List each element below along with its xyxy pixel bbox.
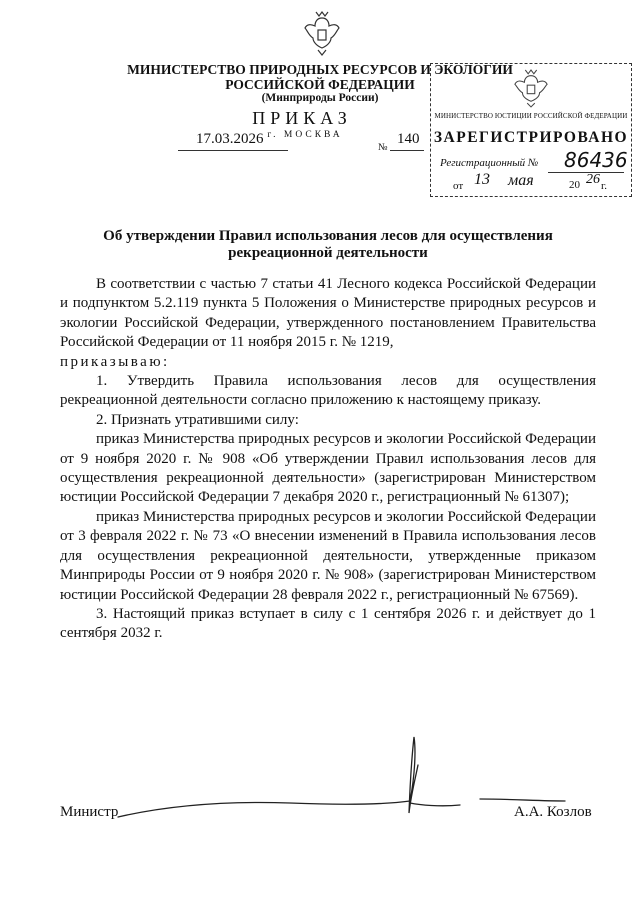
title-line2: рекреационной деятельности — [228, 245, 428, 261]
title-line1: Об утверждении Правил использования лесов для осуществления — [103, 228, 553, 244]
handwritten-signature — [110, 735, 570, 825]
number-underline — [390, 150, 424, 151]
stamp-year-suffix: 26 — [586, 172, 600, 187]
document-body — [60, 275, 596, 644]
stamp-year-g: г. — [601, 180, 608, 192]
stamp-reg-label: Регистрационный № — [440, 157, 539, 169]
item-2a: приказ Министерства природных ресурсов и экологии Российской Федерации от 9 ноября 2020 г. № 908 «Об утверждении Правил использования лесов для осуществления рекреационной деятельности» (зарегистрирован Министерством юстиции Российской Федерации 7 декабря 2020 г., регистрационный № 61307); — [60, 431, 596, 506]
item-2b: приказ Министерства природных ресурсов и экологии Российской Федерации от 3 февраля 2022 г. № 73 «О внесении изменений в Правила использования лесов для осуществления рекреационной деятельности, утвержденные приказом Минприроды России от 9 ноября 2020 г. № 908» (зарегистрирован Министерством юстиции Российской Федерации 28 февраля 2022 г., регистрационный № 67569). — [60, 508, 596, 603]
stamp-reg-number: 86436 — [564, 148, 628, 172]
stamp-from-label: от — [453, 180, 464, 192]
stamp-month: мая — [508, 172, 534, 189]
signatory-name: А.А. Козлов — [514, 804, 592, 820]
city-name: г. МОСКВА — [267, 130, 343, 140]
stamp-ministry: МИНИСТЕРСТВО ЮСТИЦИИ РОССИЙСКОЙ ФЕДЕРАЦИИ — [434, 112, 628, 120]
preamble-paragraph — [60, 275, 596, 372]
preamble-text: В соответствии с частью 7 статьи 41 Лесного кодекса Российской Федерации и подпунктом 5.2.119 пункта 5 Положения о Министерстве природных ресурсов и экологии Российской Федерации, утвержденного постановлением Правительства Российской Федерации от 11 ноября 2015 г. № 1219, — [60, 276, 596, 351]
coat-of-arms-icon — [303, 10, 341, 56]
number-sign: № — [378, 142, 388, 153]
item-3: 3. Настоящий приказ вступает в силу с 1 сентября 2026 г. и действует до 1 сентября 2032 г. — [60, 605, 596, 642]
stamp-year-prefix: 20 — [569, 179, 580, 191]
stamp-registered: ЗАРЕГИСТРИРОВАНО — [433, 129, 629, 146]
document-title — [60, 228, 596, 262]
item-1: 1. Утвердить Правила использования лесов для осуществления рекреационной деятельности согласно приложению к настоящему приказу. — [60, 373, 596, 409]
ministry-name-line1: МИНИСТЕРСТВО ПРИРОДНЫХ РЕСУРСОВ И ЭКОЛОГИИ — [127, 62, 513, 77]
document-number: 140 — [397, 131, 420, 147]
ministry-name-line2: РОССИЙСКОЙ ФЕДЕРАЦИИ — [225, 77, 415, 92]
order-word: приказываю: — [60, 353, 170, 370]
item-2: 2. Признать утратившими силу: — [96, 411, 299, 428]
signatory-role: Министр — [60, 804, 119, 820]
date-underline — [178, 150, 288, 151]
ministry-short-name: (Минприроды России) — [261, 92, 379, 104]
stamp-day: 13 — [474, 171, 490, 188]
document-date: 17.03.2026 — [196, 131, 264, 147]
stamp-emblem-icon — [513, 68, 549, 108]
document-type: ПРИКАЗ — [252, 108, 352, 128]
